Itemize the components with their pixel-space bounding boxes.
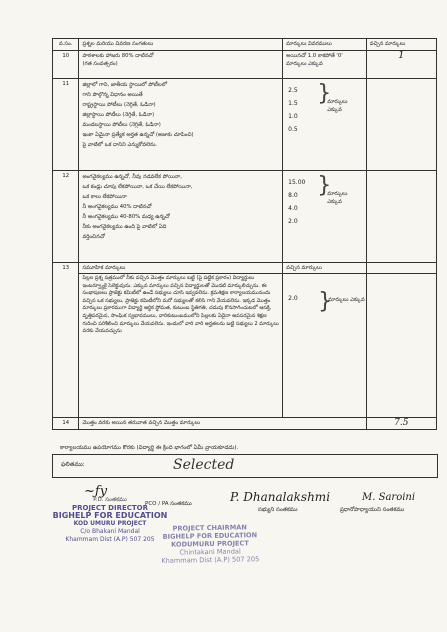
result-label: ఫలితము: <box>61 461 85 468</box>
row-line: ఒక కాలు లేకపోయినా <box>82 194 127 200</box>
row-number: 10 <box>53 51 79 79</box>
row-subheading: సమూహిక మార్కులు <box>79 263 282 274</box>
director-signature: ~ƒy <box>84 484 108 499</box>
row-number: 13 <box>53 263 79 418</box>
row-score <box>366 79 436 171</box>
row-marks: అయినచో 1.0 కాకపోతే '0' మార్కులు ఎక్కువ <box>283 51 367 79</box>
header-score: వచ్చిన మార్కులు <box>366 39 436 51</box>
table-row <box>53 51 437 79</box>
table-header-row <box>53 39 437 51</box>
marks-value: 15.00 <box>288 179 306 186</box>
row-line: పాఠశాలకు హాజరు 80% దాటినచో <box>82 53 154 59</box>
marks-value: 4.0 <box>288 205 298 212</box>
stamp-line: P.D. సంతకము <box>93 497 127 503</box>
row-score <box>366 51 436 79</box>
brace-icon: } <box>317 173 332 198</box>
evaluation-table <box>52 38 437 430</box>
row-paragraph: పిల్లల ప్రశ్న పత్రములో నీకు వచ్చిన మొత్తం మార్కులు బట్టి (పై పట్టిక ప్రకారం) విద్యార్థులు ఇంటర్వ్యూకై సెలెక్టువును. ఎక్కువ మార్కులు వచ్చిన విద్యార్థులతో మొదటి మార్కులిచ్చును. ఈ సంభాషణలు ప్రాజెక్టు కమిటీలో ఉండే సభ్యులు చూసి ఇవ్వవలెను. క్రమశిక్షణ కార్యాలయమునందు వచ్చిన ఒక సభ్యులు, ప్రాజెక్టు కమిటీలోని మరో సభ్యులతో కలిసి గాని వేయవలెను. ఇక్కడ మొత్తం మార్కులు ప్రకారముగా విద్యార్థి ఆర్థిక స్థోమత, కుటుంబ స్థితిగతి, చదువు కొనసాగించుటలో ఆసక్తి, వృత్తిపరమైన, సాంఘిక స్వభావములు, వారికుటుంబములోని పిల్లలకు ఏదైనా అవసరమైన శిక్షణ గురించి పరిశీలించి మార్కులు వేయవలెను. ఇందులో వారి వారి అర్హతలను బట్టి సభ్యులు 2 మార్కులు వరకు వేయవచ్చును <box>82 275 279 335</box>
marks-values <box>283 292 318 312</box>
marks-values <box>286 84 317 136</box>
row-description <box>79 171 283 263</box>
row-marks <box>283 263 367 418</box>
brace-icon: } <box>318 289 333 314</box>
row-description <box>79 79 283 171</box>
handwritten-score: 1 <box>398 50 405 61</box>
stamp-line: Khammam Dist (A.P) 507 205 <box>65 536 155 543</box>
member-signature: P. Dhanalakshmi <box>230 490 331 504</box>
stamp-line: Chintakani Mandal <box>179 547 241 557</box>
row-description <box>79 51 283 79</box>
row-marks <box>283 171 367 263</box>
row-line: ఇంకా ఏమైనా ప్రత్యేక అర్హత ఉన్నచో (అజుకు చూపించి) <box>82 132 194 138</box>
marks-value: 0.5 <box>288 126 298 133</box>
row-number: 12 <box>53 171 79 263</box>
project-chairman-stamp <box>140 523 281 565</box>
row-marks <box>283 79 367 171</box>
result-box <box>52 454 438 478</box>
row-number: 11 <box>53 79 79 171</box>
marks-values <box>286 176 317 228</box>
row-line: నీకు అంగవైకల్యము ఉంది పై వాటిలో ఏది <box>82 224 167 230</box>
header-marks: మార్కులు వివరములు <box>283 39 367 51</box>
row-subheading-right: వచ్చిన మార్కులు <box>283 263 366 274</box>
member-label: సభ్యుని సంతకము <box>258 507 298 513</box>
row-number: 14 <box>53 418 79 430</box>
row-line: జిల్లాస్థాయి పోటీలు (నెగ్గితే, ఓడినా) <box>82 112 155 118</box>
row-line: వర్తించినచో <box>82 234 105 240</box>
brace-icon: } <box>317 81 332 106</box>
stamp-line: PROJECT CHAIRMAN <box>172 523 247 533</box>
marks-value: 2.0 <box>288 218 298 225</box>
row-line: పై వాటిలో ఒక దానిని ఎన్నుకోవలెను. <box>82 142 158 148</box>
marks-value: 8.0 <box>288 192 298 199</box>
marks-list <box>286 173 363 228</box>
row-line: రాష్ట్రస్థాయి పోటీలు (నెగ్గితే, ఓడినా) <box>82 102 156 108</box>
handwritten-total: 7.5 <box>394 418 409 428</box>
row-line: (గత సంవత్సరం) <box>82 61 118 67</box>
row-subheading-spacer <box>367 263 436 274</box>
stamp-line: KODUMURU PROJECT <box>171 539 249 549</box>
table-row <box>53 263 437 418</box>
result-value: Selected <box>173 457 235 473</box>
header-description: ప్రశ్నల మరియు వివరణ సంగతులు <box>79 39 283 51</box>
row-line: మండలస్థాయి పోటీలు (నెగ్గితే, ఓడినా) <box>82 122 161 128</box>
row-line: అంగవైకల్యము ఉన్నచో, నీవు నడవలేక పోయినా, <box>82 174 182 180</box>
table-row <box>53 171 437 263</box>
marks-note: మార్కులు ఎక్కువ <box>328 297 365 303</box>
stamp-line: BIGHELP FOR EDUCATION <box>52 511 168 520</box>
row-score <box>366 263 436 418</box>
row-score <box>366 418 436 430</box>
marks-note: మార్కులు ఎక్కువ <box>327 99 348 113</box>
pco-label: PCO / PA సంతకము <box>145 501 192 507</box>
row-line: గాని పొల్గొన్న విధానం అయితే <box>82 92 143 98</box>
table-row <box>53 79 437 171</box>
stamp-line: BIGHELP FOR EDUCATION <box>162 531 258 541</box>
marks-value: 1.5 <box>288 100 298 107</box>
marks-value: 2.0 <box>288 295 298 302</box>
row-description: మొత్తం వరకు అయిన తరువాత వచ్చిన మొత్తం మార్కులు <box>79 418 366 430</box>
row-line: నీ అంగవైకల్యము 40% దాటినచో <box>82 204 152 210</box>
row-score <box>366 171 436 263</box>
principal-signature: M. Saroini <box>362 492 416 503</box>
row-description <box>79 263 283 418</box>
marks-list <box>283 289 366 314</box>
row-line: జిల్లాలో గాని, జాతీయ స్థాయిలో పోటీలలో <box>82 82 168 88</box>
marks-note: మార్కులు ఎక్కువ <box>327 191 348 205</box>
row-line: నీ అంగవైకల్యము 40-80% మధ్య ఉన్నచో <box>82 214 170 220</box>
stamp-line: PROJECT DIRECTOR <box>71 504 149 512</box>
marks-list <box>286 81 363 136</box>
marks-value: 2.5 <box>288 87 298 94</box>
table-row <box>53 418 437 430</box>
stamp-line: C/o Bhakani Mandal <box>80 528 140 535</box>
row-line: ఒక కండ్లు చూపు లేకపోయినా, ఒక చేయి లేకపోయినా, <box>82 184 193 190</box>
stamp-line: Khammam Dist (A.P) 507 205 <box>161 555 260 565</box>
header-serial: వ.సం. <box>53 39 79 51</box>
principal-label: ప్రధానోపాధ్యాయుని సంతకము <box>340 507 405 513</box>
marks-value: 1.0 <box>288 113 298 120</box>
stamp-line: KOD UMURU PROJECT <box>73 520 147 527</box>
office-use-note: కార్యాలయము ఉపయోగము కొరకు (విద్యార్థి ఈ క్రింది భాగంలో ఏమీ వ్రాయకూడదు). <box>60 445 239 451</box>
